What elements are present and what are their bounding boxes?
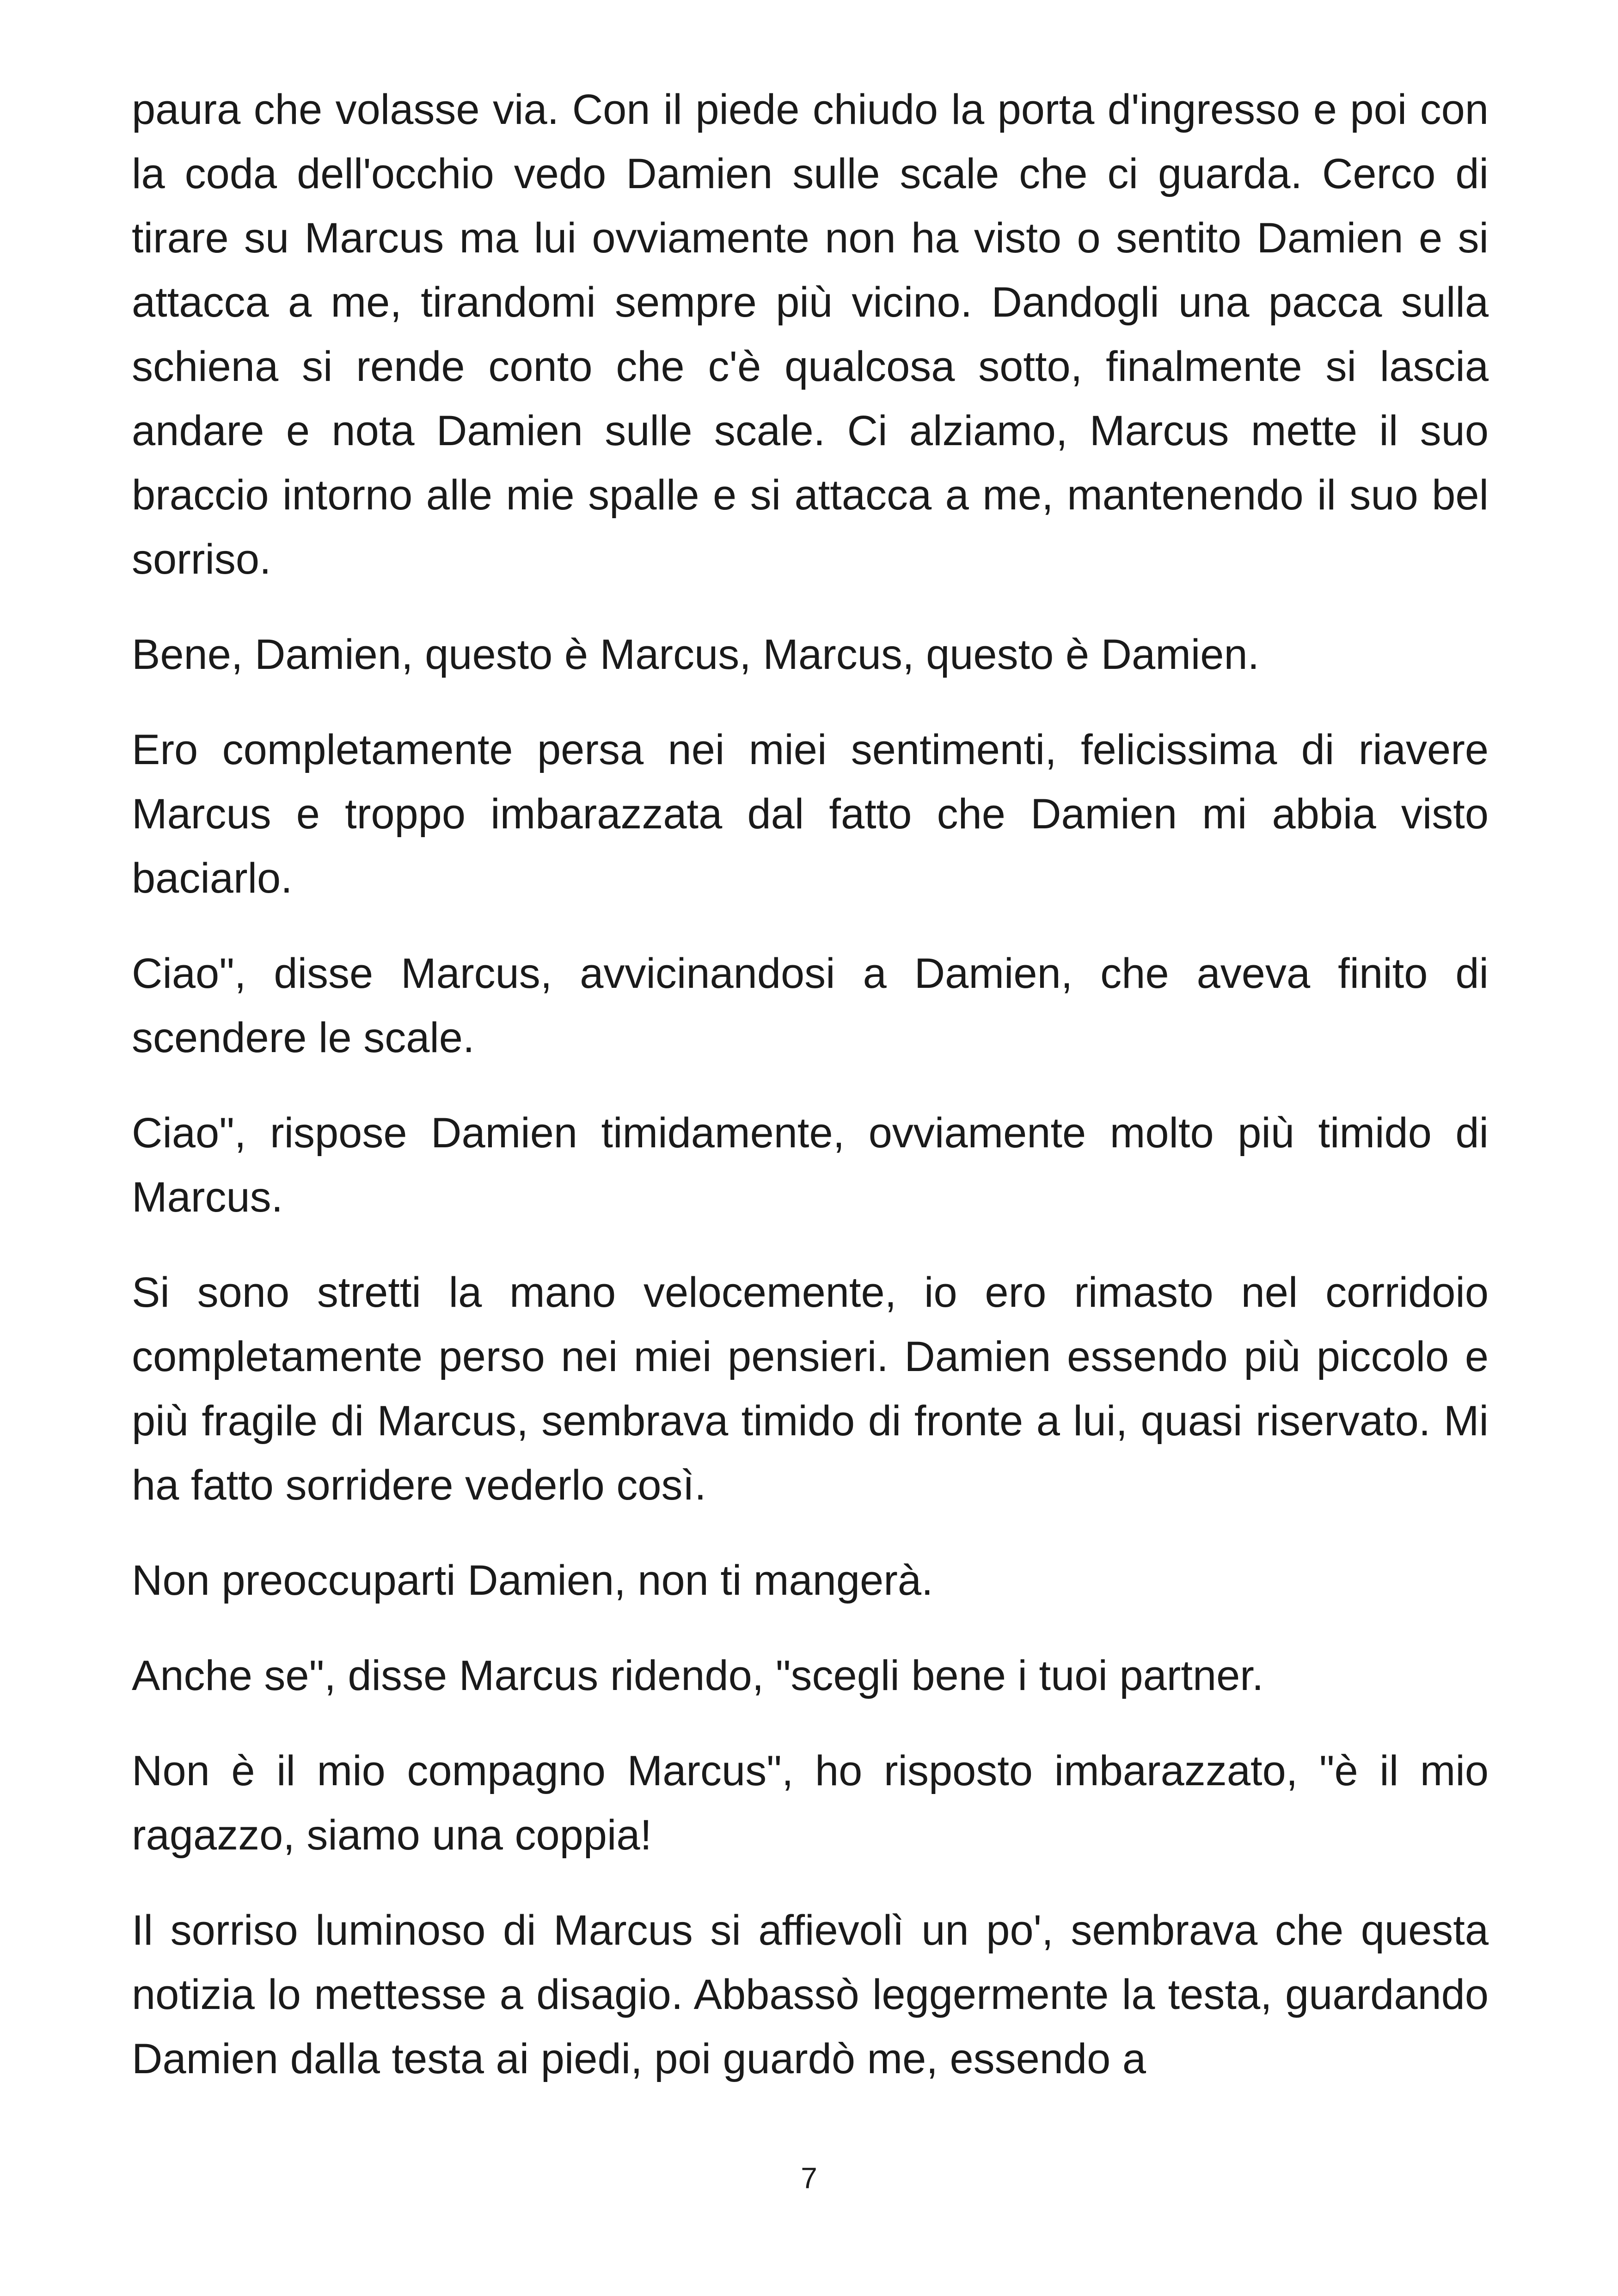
- paragraph: Si sono stretti la mano velocemente, io ero rimasto nel corridoio completamente perso nei miei pensieri. Damien essendo più piccolo e più fragile di Marcus, sembrava timido di fronte a lui, quasi riservato. Mi ha fatto sorridere vederlo così.: [132, 1269, 1489, 1509]
- paragraph: Non preoccuparti Damien, non ti mangerà.: [132, 1557, 933, 1604]
- paragraph: Ciao", disse Marcus, avvicinandosi a Damien, che aveva finito di scendere le scale.: [132, 950, 1489, 1061]
- paragraph: Il sorriso luminoso di Marcus si affievolì un po', sembrava che questa notizia lo mettesse a disagio. Abbassò leggermente la testa, guardando Damien dalla testa ai piedi, poi guardò me, essendo a: [132, 1907, 1489, 2082]
- body-text: [132, 78, 1489, 2122]
- paragraph: Ciao", rispose Damien timidamente, ovviamente molto più timido di Marcus.: [132, 1109, 1489, 1221]
- page-number: 7: [801, 2161, 817, 2195]
- paragraph: Bene, Damien, questo è Marcus, Marcus, questo è Damien.: [132, 631, 1260, 678]
- paragraph: paura che volasse via. Con il piede chiudo la porta d'ingresso e poi con la coda dell'occhio vedo Damien sulle scale che ci guarda. Cerco di tirare su Marcus ma lui ovviamente non ha visto o sentito Damien e si attacca a me, tirandomi sempre più vicino. Dandogli una pacca sulla schiena si rende conto che c'è qualcosa sotto, finalmente si lascia andare e nota Damien sulle scale. Ci alziamo, Marcus mette il suo braccio intorno alle mie spalle e si attacca a me, mantenendo il suo bel sorriso.: [132, 86, 1489, 583]
- paragraph: Anche se", disse Marcus ridendo, "scegli bene i tuoi partner.: [132, 1652, 1264, 1699]
- paragraph: Ero completamente persa nei miei sentimenti, felicissima di riavere Marcus e troppo imbarazzata dal fatto che Damien mi abbia visto baciarlo.: [132, 726, 1489, 902]
- paragraph: Non è il mio compagno Marcus", ho risposto imbarazzato, "è il mio ragazzo, siamo una coppia!: [132, 1747, 1489, 1859]
